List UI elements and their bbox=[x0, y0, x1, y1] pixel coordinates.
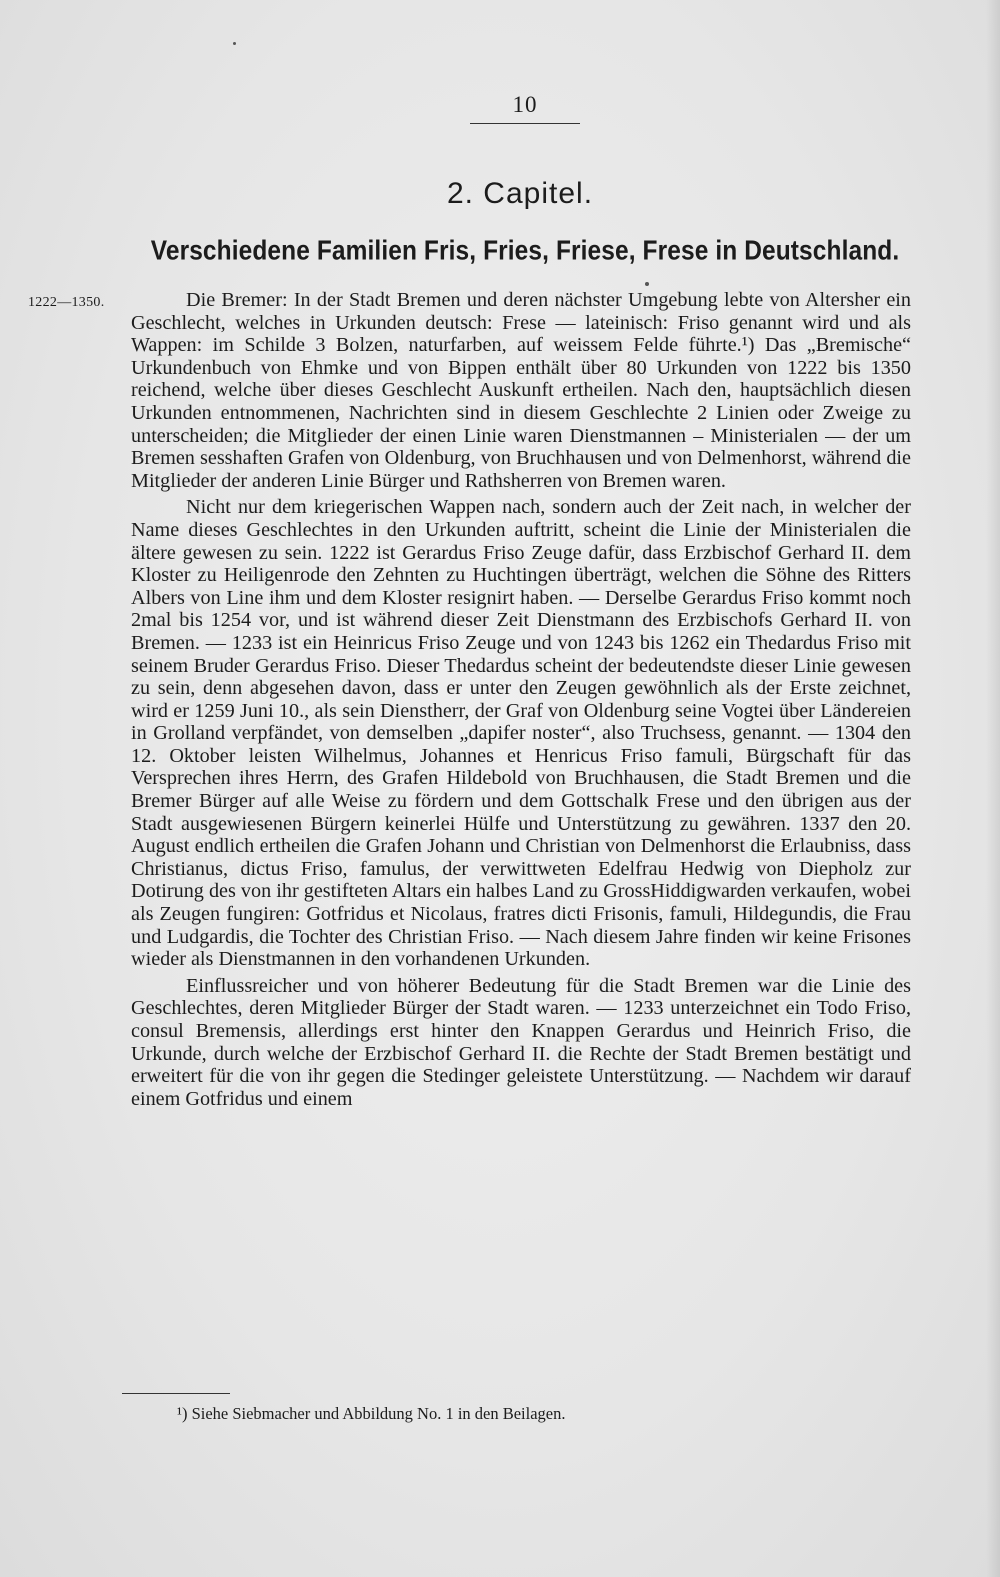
paragraph: Die Bremer: In der Stadt Bremen und deren nächster Umgebung lebte von Altersher ein Geschlecht, welches in Urkunden deutsch: Frese — lateinisch: Friso genannt wird und als Wappen: im Schilde 3 Bolzen, naturfarben, auf weissem Felde führte.¹) Das „Bremische“ Urkundenbuch von Ehmke und von Bippen enthält über 80 Urkunden von 1222 bis 1350 reichend, welche über dieses Geschlecht Auskunft ertheilen. Nach den, hauptsächlich diesen Urkunden entnommenen, Nachrichten sind in diesem Geschlechte 2 Linien oder Zweige zu unterscheiden; die Mitglieder der einen Linie waren Dienstmannen – Ministerialen — der um Bremen sesshaften Grafen von Oldenburg, von Bruchhausen und von Delmenhorst, während die Mitglieder der anderen Linie Bürger und Rathsherren von Bremen waren. bbox=[131, 289, 911, 492]
footnote-rule bbox=[122, 1393, 230, 1394]
section-title: Verschiedene Familien Fris, Fries, Friese, Frese in Deutschland. bbox=[150, 236, 900, 267]
page-edge-shadow bbox=[986, 0, 1000, 1577]
margin-date-range: 1222—1350. bbox=[28, 295, 105, 310]
paper-speck bbox=[645, 282, 649, 286]
page-number: 10 bbox=[512, 92, 538, 117]
footnote: ¹) Siehe Siebmacher und Abbildung No. 1 in den Beilagen. bbox=[177, 1404, 566, 1423]
paragraph: Nicht nur dem kriegerischen Wappen nach, sondern auch der Zeit nach, in welcher der Name dieses Geschlechtes in den Urkunden auftritt, scheint die Linie der Ministerialen die ältere gewesen zu sein. 1222 ist Gerardus Friso Zeuge dafür, dass Erzbischof Gerhard II. dem Kloster zu Heiligenrode den Zehnten zu Huchtingen überträgt, welchen die Söhne des Ritters Albers von Line ihm und dem Kloster resignirt haben. — Derselbe Gerardus Friso kommt noch 2mal bis 1254 vor, und ist während dieser Zeit Dienstmann des Erzbischofs Gerhard II. von Bremen. — 1233 ist ein Heinricus Friso Zeuge und von 1243 bis 1262 ein Thedardus Friso mit seinem Bruder Gerardus Friso. Dieser Thedardus scheint der bedeutendste dieser Linie gewesen zu sein, denn abgesehen davon, dass er unter den Zeugen gewöhnlich als der Erste zeichnet, wird er 1259 Juni 10., als sein Dienstherr, der Graf von Oldenburg seine Vogtei über Ländereien in Grolland verpfändet, von demselben „dapifer noster“, also Truchsess, genannt. — 1304 den 12. Oktober leisten Wilhelmus, Johannes et Henricus Friso famuli, Bürgschaft für das Versprechen ihres Herrn, des Grafen Hildebold von Bruchhausen, die Stadt Bremen und die Bremer Bürger auf alle Weise zu fördern und dem Gottschalk Frese und den übrigen aus der Stadt ausgewiesenen Bürgern keinerlei Hülfe und Unterstützung zu gewähren. 1337 den 20. August endlich ertheilen die Grafen Johann und Christian von Delmenhorst die Erlaubniss, dass Christianus, dictus Friso, famulus, der verwittweten Edelfrau Hedwig von Diepholz zur Dotirung des von ihr gestifteten Altars ein halbes Land zu GrossHiddigwarden verkaufen, wobei als Zeugen fungiren: Gotfridus et Nicolaus, fratres dicti Frisonis, famuli, Hildegundis, die Frau und Ludgardis, die Tochter des Christian Friso. — Nach diesem Jahre finden wir keine Frisones wieder als Dienstmannen in den vorhandenen Urkunden. bbox=[131, 496, 911, 971]
paper-speck bbox=[233, 42, 236, 45]
paragraph: Einflussreicher und von höherer Bedeutung für die Stadt Bremen war die Linie des Geschlechtes, deren Mitglieder Bürger der Stadt waren. — 1233 unterzeichnet ein Todo Friso, consul Bremensis, allerdings erst hinter den Knappen Gerardus und Heinrich Friso, die Urkunde, durch welche der Erzbischof Gerhard II. die Rechte der Stadt Bremen bestätigt und erweitert für die von ihr gegen die Stedinger geleistete Unterstützung. — Nachdem wir darauf einem Gotfridus und einem bbox=[131, 974, 911, 1110]
chapter-title: 2. Capitel. bbox=[446, 177, 594, 210]
body-text bbox=[131, 289, 911, 1110]
page-number-rule bbox=[470, 123, 580, 124]
